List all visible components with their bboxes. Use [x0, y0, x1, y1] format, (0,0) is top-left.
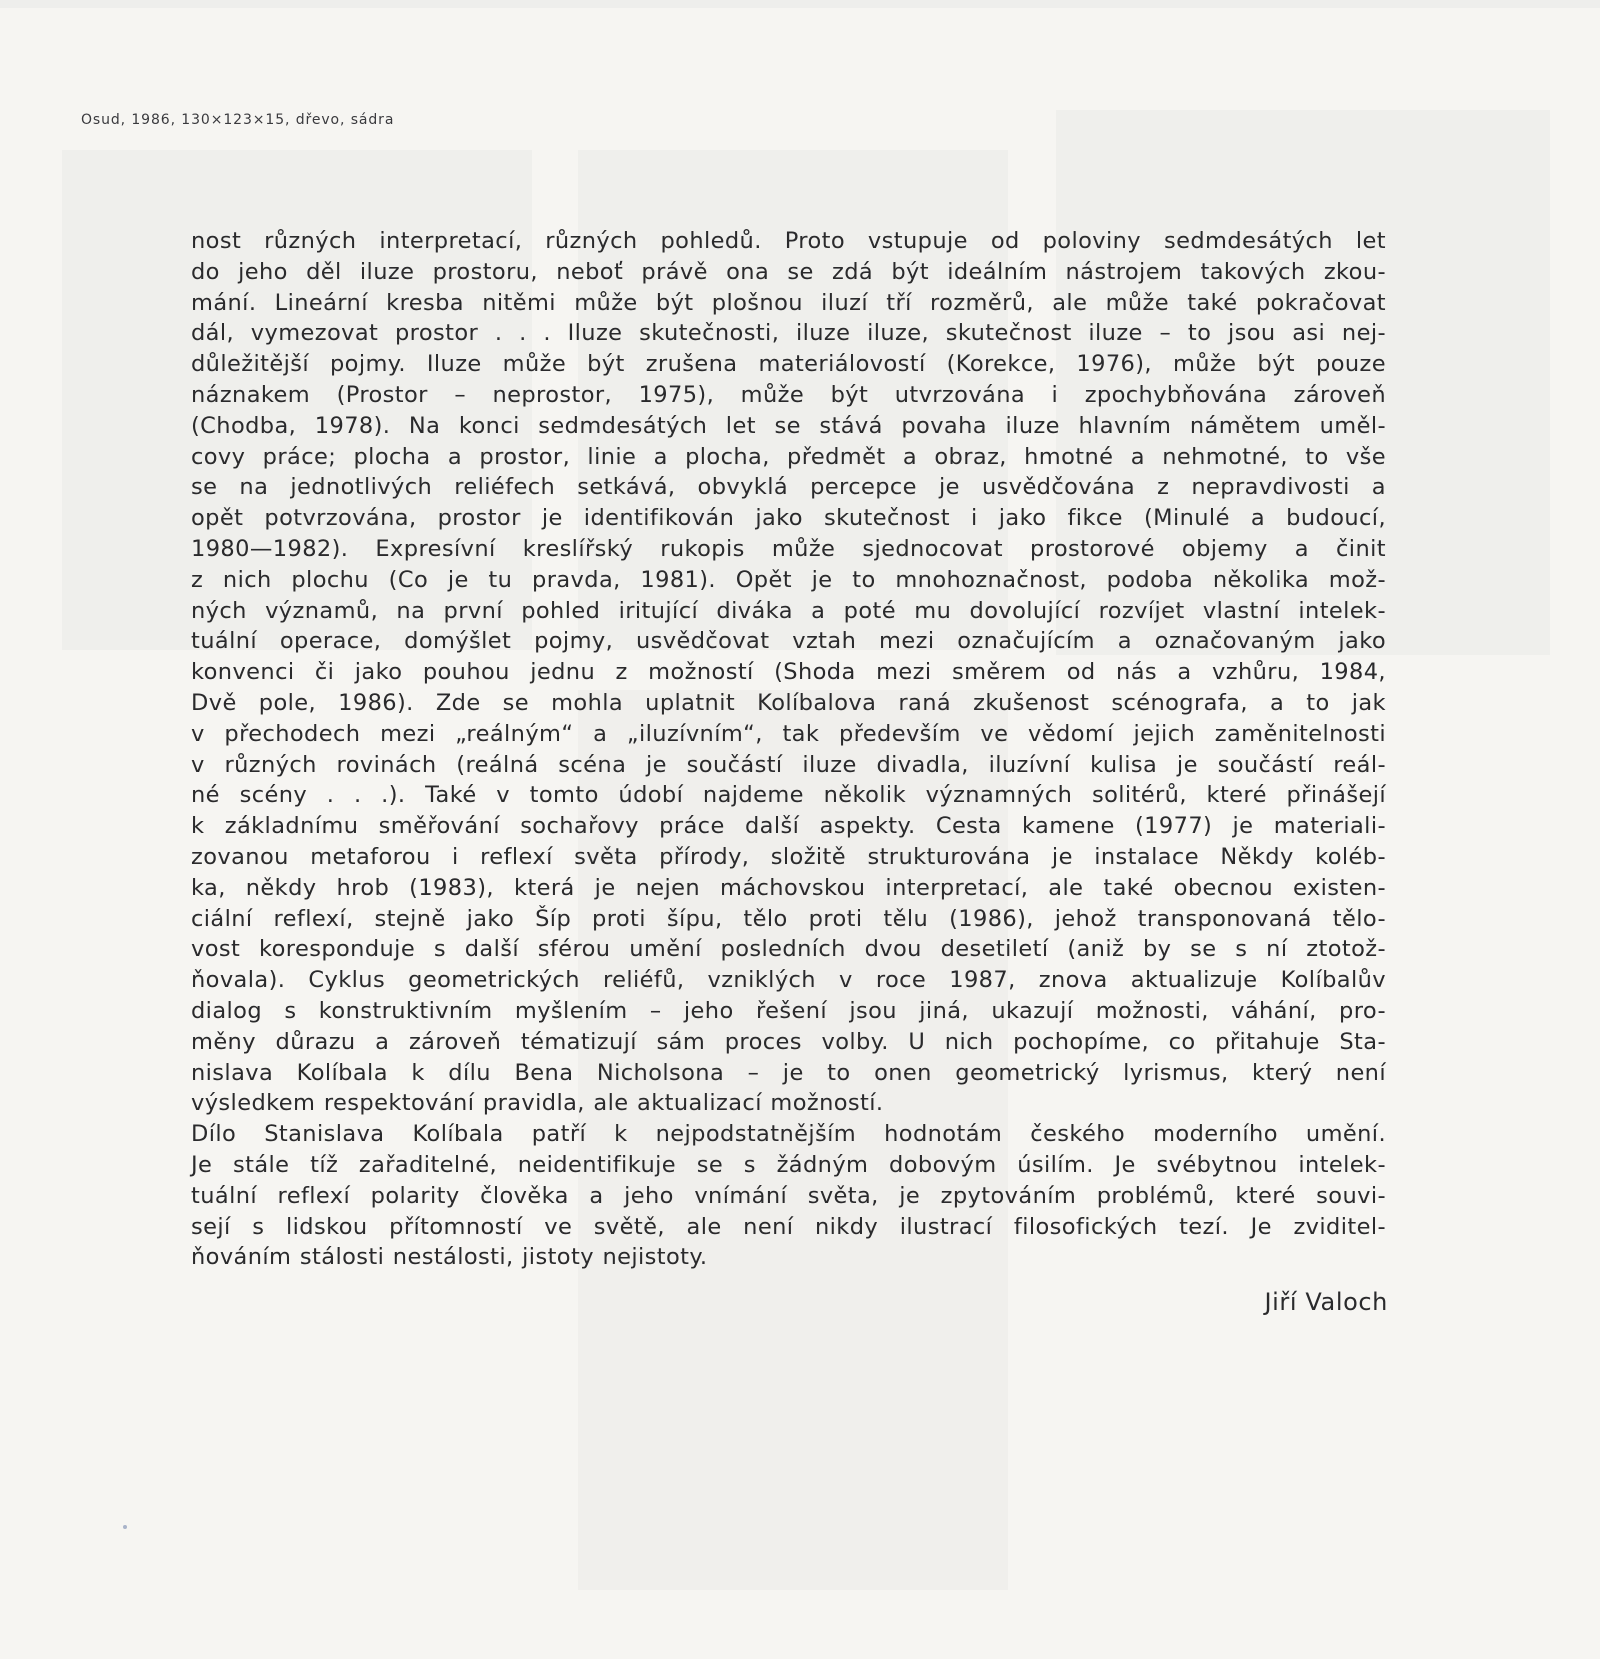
text-line: Dílo Stanislava Kolíbala patří k nejpodstatnějším hodnotám českého moderního umění. [191, 1121, 1386, 1148]
text-line: nislava Kolíbala k dílu Bena Nicholsona – je to onen geometrický lyrismus, který není [191, 1059, 1386, 1086]
text-line: 1980—1982). Expresívní kreslířský rukopis může sjednocovat prostorové objemy a činit [191, 535, 1386, 562]
text-line: né scény . . .). Také v tomto údobí najdeme několik významných solitérů, které přinášejí [191, 782, 1386, 809]
text-line: Dvě pole, 1986). Zde se mohla uplatnit Kolíbalova raná zkušenost scénografa, a to jak [191, 689, 1386, 716]
text-line: ných významů, na první pohled iritující diváka a poté mu dovolující rozvíjet vlastní intelek- [191, 597, 1386, 624]
text-line: nost různých interpretací, různých pohledů. Proto vstupuje od poloviny sedmdesátých let [191, 228, 1386, 254]
text-line: (Chodba, 1978). Na konci sedmdesátých let se stává povaha iluze hlavním námětem uměl- [191, 412, 1386, 439]
text-line: ňovala). Cyklus geometrických reliéfů, vzniklých v roce 1987, znova aktualizuje Kolíbalův [191, 967, 1386, 994]
text-line: ka, někdy hrob (1983), která je nejen máchovskou interpretací, ale také obecnou existen- [191, 874, 1386, 901]
text-line: k základnímu směřování sochařovy práce další aspekty. Cesta kamene (1977) je materiali- [191, 813, 1386, 840]
text-line: konvenci či jako pouhou jednu z možností (Shoda mezi směrem od nás a vzhůru, 1984, [191, 659, 1386, 686]
text-line: náznakem (Prostor – neprostor, 1975), může být utvrzována i zpochybňována zároveň [191, 381, 1386, 408]
text-line: dialog s konstruktivním myšlením – jeho řešení jsou jiná, ukazují možnosti, váhání, pro- [191, 997, 1386, 1024]
text-line: výsledkem respektování pravidla, ale aktualizací možností. [191, 1090, 884, 1117]
text-line: ňováním stálosti nestálosti, jistoty nejistoty. [191, 1244, 708, 1271]
text-line: v různých rovinách (reálná scéna je součástí iluze divadla, iluzívní kulisa je součástí reál- [191, 751, 1386, 778]
text-line: zovanou metaforou i reflexí světa přírody, složitě strukturována je instalace Někdy koléb- [191, 843, 1386, 870]
text-line: z nich plochu (Co je tu pravda, 1981). Opět je to mnohoznačnost, podoba několika mož- [191, 566, 1386, 593]
author-signature: Jiří Valoch [1264, 1288, 1388, 1316]
text-line: dál, vymezovat prostor . . . Iluze skutečnosti, iluze iluze, skutečnost iluze – to jsou asi nej- [191, 320, 1386, 347]
text-line: sejí s lidskou přítomností ve světě, ale není nikdy ilustrací filosofických tezí. Je zviditel- [191, 1213, 1386, 1240]
text-line: měny důrazu a zároveň tématizují sám proces volby. U nich pochopíme, co přitahuje Sta- [191, 1028, 1386, 1055]
page-edge [0, 0, 1600, 8]
text-line: opět potvrzována, prostor je identifikován jako skutečnost i jako fikce (Minulé a budoucí, [191, 505, 1386, 532]
text-line: vost koresponduje s další sférou umění posledních dvou desetiletí (aniž by se s ní ztotož- [191, 936, 1386, 963]
text-line: covy práce; plocha a prostor, linie a plocha, předmět a obraz, hmotné a nehmotné, to vše [191, 443, 1386, 470]
text-line: mání. Lineární kresba nitěmi může být plošnou iluzí tří rozměrů, ale může také pokračovat [191, 289, 1386, 316]
text-line: do jeho děl iluze prostoru, neboť právě ona se zdá být ideálním nástrojem takových zkou- [191, 258, 1386, 285]
figure-caption: Osud, 1986, 130×123×15, dřevo, sádra [81, 112, 395, 128]
text-line: se na jednotlivých reliéfech setkává, obvyklá percepce je usvědčována z nepravdivosti a [191, 474, 1386, 501]
paper-speck [123, 1525, 127, 1529]
text-line: v přechodech mezi „reálným“ a „iluzívním“, tak především ve vědomí jejich zaměnitelnosti [191, 720, 1386, 747]
essay-body [191, 226, 1386, 1273]
text-line: důležitější pojmy. Iluze může být zrušena materiálovostí (Korekce, 1976), může být pouze [191, 351, 1386, 378]
text-line: ciální reflexí, stejně jako Šíp proti šípu, tělo proti tělu (1986), jehož transponovaná tělo- [191, 905, 1386, 932]
text-line: tuální reflexí polarity člověka a jeho vnímání světa, je zpytováním problémů, které souvi- [191, 1182, 1386, 1209]
text-line: Je stále tíž zařaditelné, neidentifikuje se s žádným dobovým úsilím. Je svébytnou intelek- [191, 1151, 1386, 1178]
text-line: tuální operace, domýšlet pojmy, usvědčovat vztah mezi označujícím a označovaným jako [191, 628, 1386, 655]
